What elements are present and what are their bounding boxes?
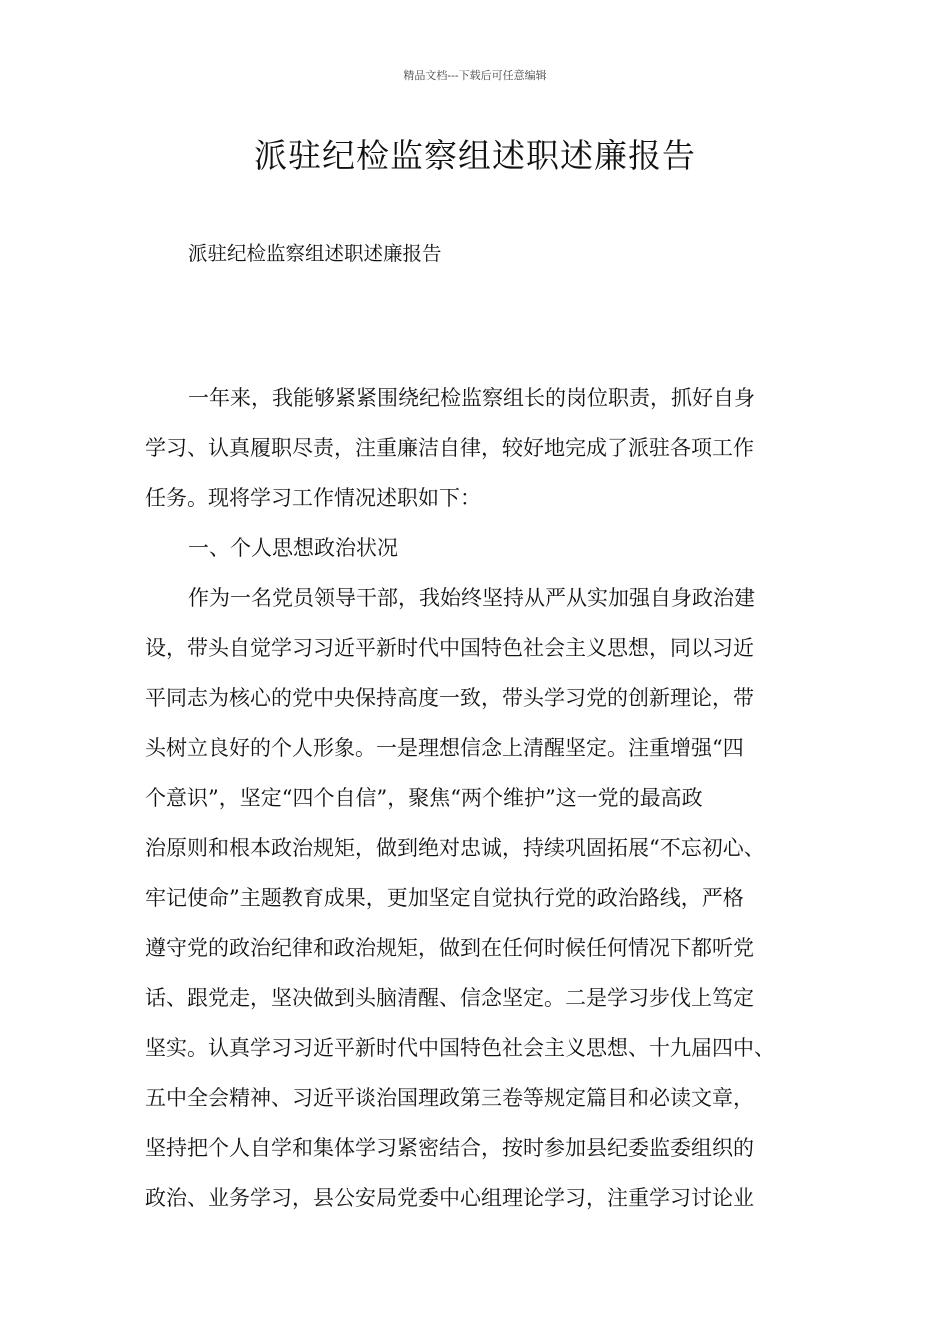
paragraph-line: 个意识”，坚定“四个自信”，聚焦“两个维护”这一党的最高政 (145, 786, 703, 810)
paragraph-line: 平同志为核心的党中央保持高度一致，带头学习党的创新理论，带 (145, 686, 754, 710)
document-title: 派驻纪检监察组述职述廉报告 (254, 136, 696, 175)
paragraph-line: 坚持把个人自学和集体学习紧密结合，按时参加县纪委监委组织的 (145, 1136, 754, 1160)
paragraph-line: 五中全会精神、习近平谈治国理政第三卷等规定篇目和必读文章， (145, 1086, 754, 1110)
paragraph-line: 学习、认真履职尽责，注重廉洁自律，较好地完成了派驻各项工作 (145, 436, 754, 460)
paragraph-line: 设，带头自觉学习习近平新时代中国特色社会主义思想，同以习近 (145, 636, 754, 660)
paragraph-line: 任务。现将学习工作情况述职如下： (145, 486, 481, 510)
paragraph-line: 作为一名党员领导干部，我始终坚持从严从实加强自身政治建 (188, 586, 755, 610)
paragraph-line: 话、跟党走，坚决做到头脑清醒、信念坚定。二是学习步伐上笃定 (145, 986, 754, 1010)
page-header: 精品文档---下载后可任意编辑 (403, 69, 547, 82)
paragraph-line: 头树立良好的个人形象。一是理想信念上清醒坚定。注重增强“四 (145, 736, 744, 760)
paragraph-line: 政治、业务学习，县公安局党委中心组理论学习，注重学习讨论业 (145, 1186, 754, 1210)
section-heading: 一、个人思想政治状况 (188, 536, 398, 560)
paragraph-line: 一年来，我能够紧紧围绕纪检监察组长的岗位职责，抓好自身 (188, 386, 755, 410)
paragraph-line: 治原则和根本政治规矩，做到绝对忠诚，持续巩固拓展“不忘初心、 (145, 836, 765, 860)
paragraph-line: 坚实。认真学习习近平新时代中国特色社会主义思想、十九届四中、 (145, 1036, 775, 1060)
paragraph-line: 牢记使命”主题教育成果，更加坚定自觉执行党的政治路线，严格 (145, 886, 744, 910)
paragraph-line: 遵守党的政治纪律和政治规矩，做到在任何时候任何情况下都听党 (145, 936, 754, 960)
document-subtitle: 派驻纪检监察组述职述廉报告 (188, 242, 442, 265)
